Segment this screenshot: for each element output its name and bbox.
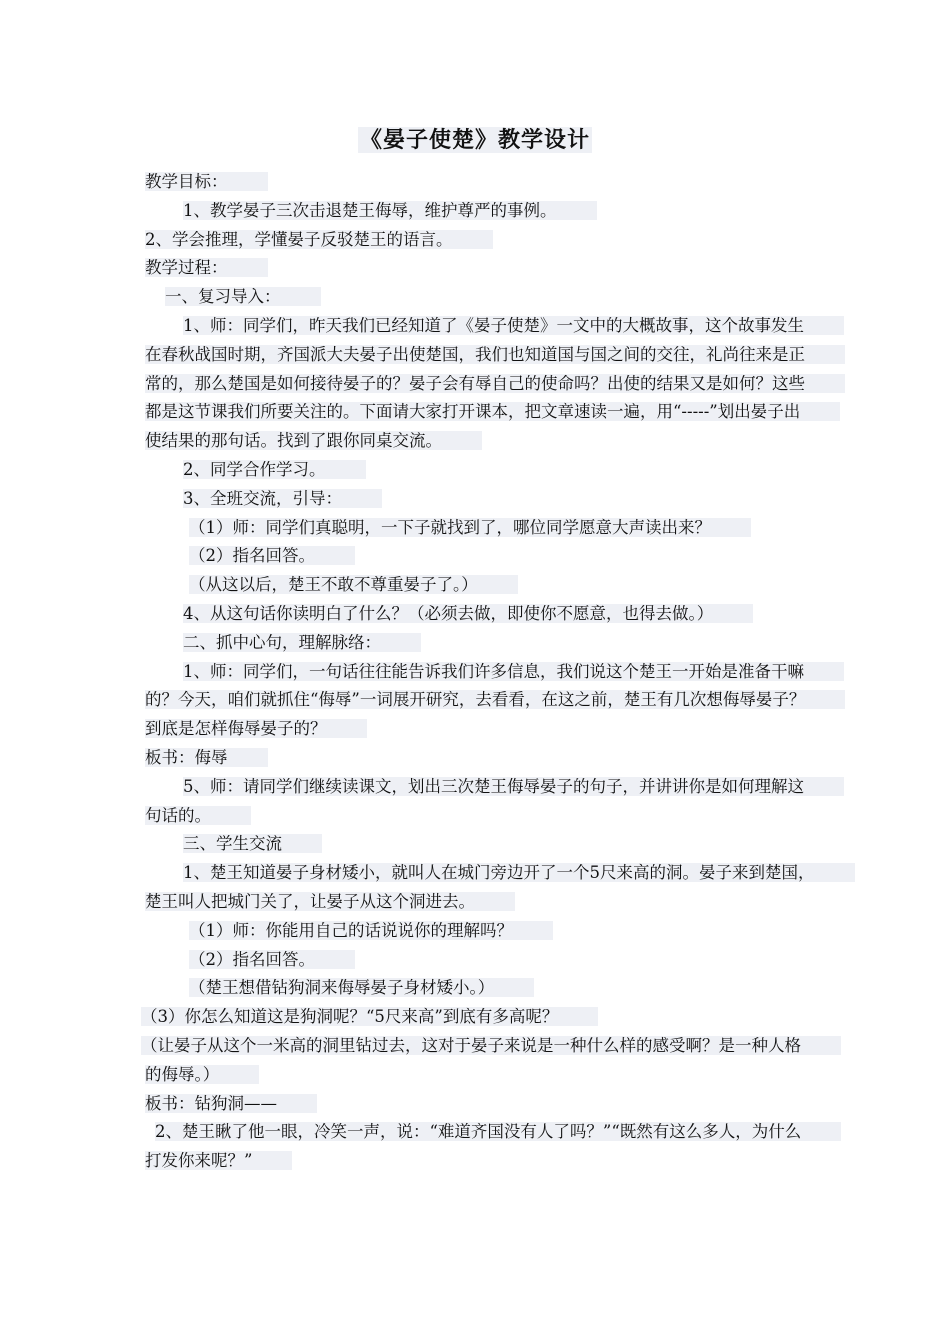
paragraph: 教学过程： [145,254,815,283]
paragraph: （1）师：同学们真聪明，一下子就找到了，哪位同学愿意大声读出来？ [145,514,815,543]
paragraph: （2）指名回答。 [145,946,815,975]
paragraph: （2）指名回答。 [145,542,815,571]
paragraph: 教学目标： [145,168,815,197]
paragraph: 二、抓中心句，理解脉络： [145,629,815,658]
paragraph: 4、从这句话你读明白了什么？（必须去做，即使你不愿意，也得去做。） [145,600,815,629]
paragraph: 板书：钻狗洞—— [145,1090,815,1119]
paragraph: 板书：侮辱 [145,744,815,773]
paragraph: 三、学生交流 [145,830,815,859]
document-title [0,124,950,156]
paragraph: （楚王想借钻狗洞来侮辱晏子身材矮小。） [145,974,815,1003]
paragraph: 1、师：同学们，昨天我们已经知道了《晏子使楚》一文中的大概故事，这个故事发生在春秋战国时期，齐国派大夫晏子出使楚国，我们也知道国与国之间的交往，礼尚往来是正常的，那么楚国是如何接待晏子的？晏子会有辱自己的使命吗？出使的结果又是如何？这些都是这节课我们所要关注的。下面请大家打开课本，把文章速读一遍，用“-----”划出晏子出使结果的那句话。找到了跟你同桌交流。 [145,312,815,456]
paragraph: 1、师：同学们，一句话往往能告诉我们许多信息，我们说这个楚王一开始是准备干嘛的？今天，咱们就抓住“侮辱”一词展开研究，去看看，在这之前，楚王有几次想侮辱晏子？到底是怎样侮辱晏子的？ [145,658,815,744]
paragraph: 1、教学晏子三次击退楚王侮辱，维护尊严的事例。 [145,197,815,226]
paragraph: 5、师：请同学们继续读课文，划出三次楚王侮辱晏子的句子，并讲讲你是如何理解这句话的。 [145,773,815,831]
paragraph: （让晏子从这个一米高的洞里钻过去，这对于晏子来说是一种什么样的感受啊？是一种人格的侮辱。） [145,1032,815,1090]
paragraph: 一、复习导入： [145,283,815,312]
paragraph: 1、楚王知道晏子身材矮小，就叫人在城门旁边开了一个5尺来高的洞。晏子来到楚国，楚王叫人把城门关了，让晏子从这个洞进去。 [145,859,815,917]
paragraph: 2、楚王瞅了他一眼，冷笑一声，说：“难道齐国没有人了吗？”“既然有这么多人，为什么打发你来呢？” [145,1118,815,1176]
paragraph: （从这以后，楚王不敢不尊重晏子了。） [145,571,815,600]
title-text: 《晏子使楚》教学设计 [359,127,590,153]
paragraph: （1）师：你能用自己的话说说你的理解吗？ [145,917,815,946]
document-body [141,168,815,1176]
paragraph: 2、学会推理，学懂晏子反驳楚王的语言。 [145,226,815,255]
paragraph: 3、全班交流，引导： [145,485,815,514]
paragraph: 2、同学合作学习。 [145,456,815,485]
paragraph: （3）你怎么知道这是狗洞呢？“5尺来高”到底有多高呢？ [145,1003,815,1032]
